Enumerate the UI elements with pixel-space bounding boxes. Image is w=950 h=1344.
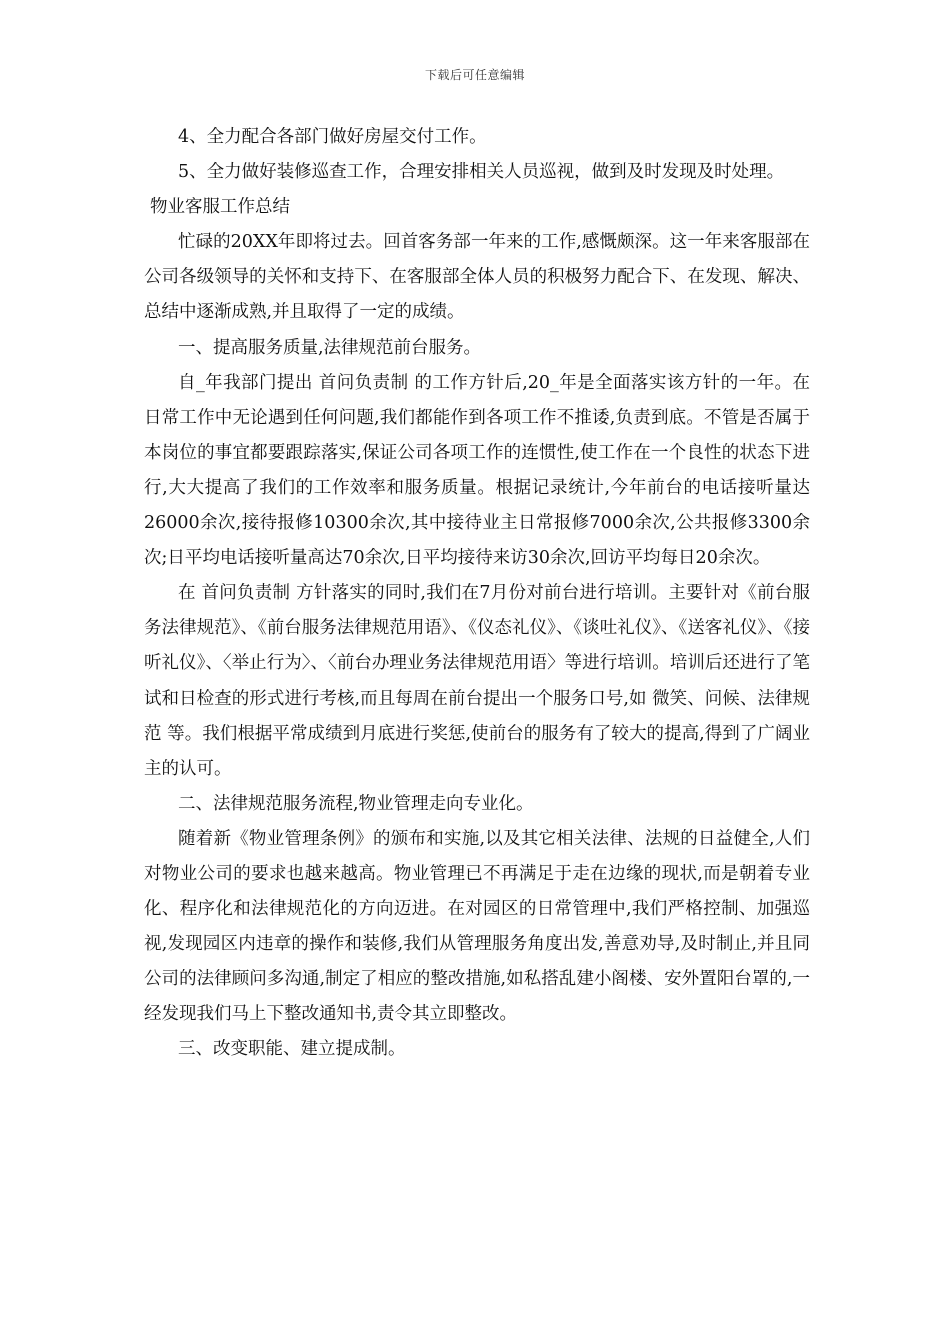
- heading-section-2: 二、法律规范服务流程,物业管理走向专业化。: [178, 793, 534, 814]
- paragraph-section-1a: 自_年我部门提出 首问负责制 的工作方针后,20_年是全面落实该方针的一年。在日常工作中无论遇到任何问题,我们都能作到各项工作不推诿,负责到底。不管是否属于本岗位的事宜都要跟踪落实,保证公司各项工作的连惯性,使工作在一个良性的状态下进行,大大提高了我们的工作效率和服务质量。根据记录统计,今年前台的电话接听量达26000余次,接待报修10300余次,其中接待业主日常报修7000余次,公共报修3300余次;日平均电话接听量高达70余次,日平均接待来访30余次,回访平均每日20余次。: [144, 372, 810, 569]
- paragraph-section-1b: 在 首问负责制 方针落实的同时,我们在7月份对前台进行培训。主要针对《前台服务法律规范》、《前台服务法律规范用语》、《仪态礼仪》、《谈吐礼仪》、《送客礼仪》、《接听礼仪》、〈举止行为〉、〈前台办理业务法律规范用语〉等进行培训。培训后还进行了笔试和日检查的形式进行考核,而且每周在前台提出一个服务口号,如 微笑、问候、法律规范 等。我们根据平常成绩到月底进行奖惩,使前台的服务有了较大的提高,得到了广阔业主的认可。: [144, 583, 810, 779]
- section-title: 物业客服工作总结: [150, 197, 290, 218]
- page-header: 下载后可任意编辑: [424, 68, 525, 82]
- document-body: [144, 120, 810, 1068]
- heading-section-3: 三、改变职能、建立提成制。: [178, 1039, 406, 1060]
- paragraph-item-5: 5、全力做好装修巡查工作，合理安排相关人员巡视，做到及时发现及时处理。: [178, 162, 785, 183]
- heading-section-1: 一、提高服务质量,法律规范前台服务。: [178, 337, 482, 358]
- paragraph-section-2: 随着新《物业管理条例》的颁布和实施,以及其它相关法律、法规的日益健全,人们对物业公司的要求也越来越高。物业管理已不再满足于走在边缘的现状,而是朝着专业化、程序化和法律规范化的方向迈进。在对园区的日常管理中,我们严格控制、加强巡视,发现园区内违章的操作和装修,我们从管理服务角度出发,善意劝导,及时制止,并且同公司的法律顾问多沟通,制定了相应的整改措施,如私搭乱建小阁楼、安外置阳台罩的,一经发现我们马上下整改通知书,责令其立即整改。: [144, 828, 810, 1025]
- paragraph-item-4: 4、全力配合各部门做好房屋交付工作。: [178, 127, 487, 147]
- paragraph-intro: 忙碌的20XX年即将过去。回首客务部一年来的工作,感慨颇深。这一年来客服部在公司各级领导的关怀和支持下、在客服部全体人员的积极努力配合下、在发现、解决、总结中逐渐成熟,并且取得了一定的成绩。: [144, 232, 810, 323]
